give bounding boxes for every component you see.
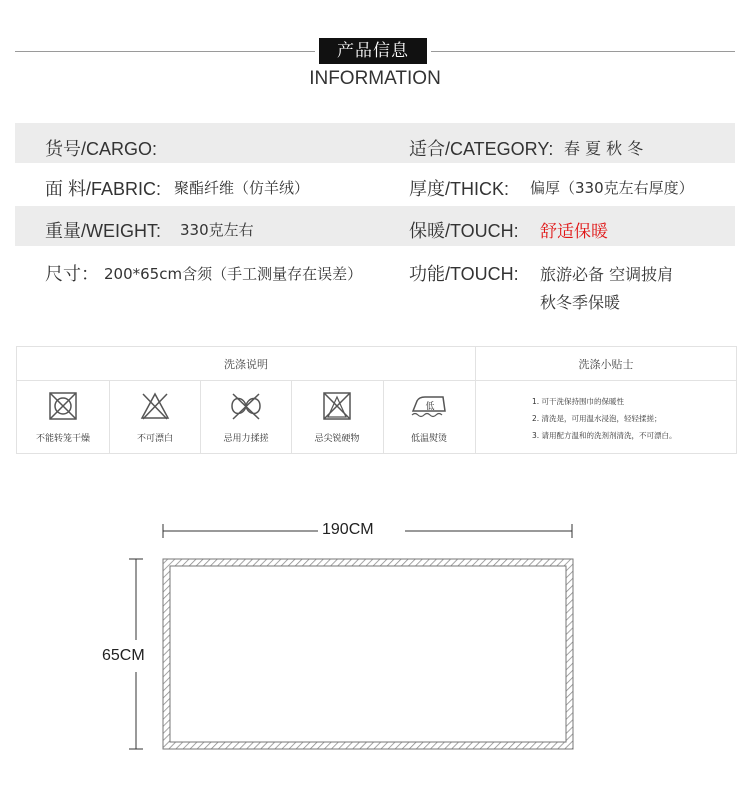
weight-label: 重量/WEIGHT: [45,221,161,241]
care-tip: 3. 请用配方温和的洗剂剂清洗，不可漂白。 [532,431,677,440]
size-value: 200*65cm含须（手工测量存在误差） [104,265,363,283]
care-label: 不可漂白 [136,434,173,444]
care-label: 忌尖锐硬物 [314,434,360,444]
care-item-low-iron [383,381,475,453]
care-divider-main [475,347,476,453]
no-wring-icon [229,391,263,421]
width-label: 190CM [322,521,374,538]
care-header [17,347,736,381]
svg-text:低: 低 [425,402,435,412]
fabric-value: 聚酯纤维（仿羊绒） [174,179,310,197]
touch-label: 保暖/TOUCH: [409,221,519,241]
touch-value-text: 舒适保暖 [540,222,608,241]
function-label: 功能/TOUCH: [409,264,519,284]
thick-value: 偏厚（330克左右厚度） [530,179,694,197]
dimension-drawing [0,500,750,760]
cargo-label: 货号/CARGO: [45,139,158,159]
care-label: 低温熨烫 [410,434,447,444]
care-item-no-tumble-dry [17,381,109,453]
category-value: 春 夏 秋 冬 [564,139,644,158]
care-label: 不能转笼干燥 [35,434,90,444]
touch-value [540,217,608,242]
no-tumble-dry-icon [48,391,78,421]
low-iron-icon [409,391,449,421]
function-line1: 旅游必备 空调披肩 [540,265,674,284]
size-label: 尺寸： [45,264,99,284]
weight-value: 330克左右 [180,221,254,239]
scarf-body [170,566,566,742]
no-bleach-icon [140,391,170,421]
page-subtitle: INFORMATION [309,68,441,89]
fabric-label: 面 料/FABRIC: [45,179,162,199]
care-item-no-wring [200,381,292,453]
care-tip: 2. 清洗是，可用温水浸泡，轻轻揉搓； [532,414,662,423]
care-tips-title: 洗涤小贴士 [578,358,634,371]
care-item-no-bleach [109,381,201,453]
care-label: 忌用力揉搓 [223,434,269,444]
care-tip: 1. 可干洗保持围巾的保暖性 [532,397,625,406]
care-tips-list [532,393,677,444]
category-label: 适合/CATEGORY: [409,139,554,159]
height-label: 65CM [102,647,145,664]
no-sharp-objects-icon [322,391,352,421]
title-line-right [431,51,735,52]
page-title: 产品信息 [319,38,427,64]
care-table [16,346,737,454]
thick-label: 厚度/THICK: [409,179,510,199]
function-line2: 秋冬季保暖 [540,293,621,312]
title-line-left [15,51,315,52]
care-instructions-title: 洗涤说明 [224,358,268,371]
care-item-no-sharp [291,381,383,453]
